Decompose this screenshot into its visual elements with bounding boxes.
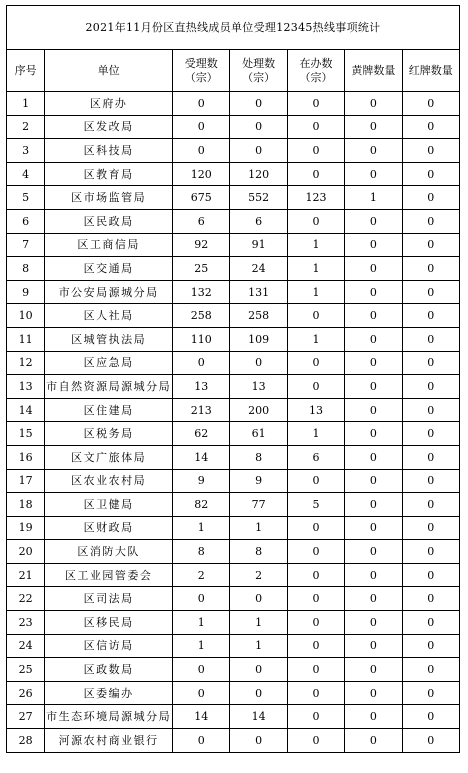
table-row: [7, 516, 460, 540]
cell-unit: 区应急局: [45, 351, 173, 375]
cell-unit: 区税务局: [45, 422, 173, 446]
cell-unit: 区信访局: [45, 634, 173, 658]
cell-accepted: 0: [173, 587, 230, 611]
cell-pending: 0: [287, 139, 344, 163]
cell-yellow: 0: [345, 162, 402, 186]
cell-no: 2: [7, 115, 45, 139]
cell-pending: 0: [287, 351, 344, 375]
cell-no: 9: [7, 280, 45, 304]
table-row: [7, 469, 460, 493]
table-row: [7, 681, 460, 705]
cell-pending: 0: [287, 469, 344, 493]
cell-pending: 0: [287, 634, 344, 658]
cell-accepted: 14: [173, 705, 230, 729]
cell-red: 0: [402, 540, 459, 564]
header-unit: 单位: [45, 50, 173, 92]
cell-no: 3: [7, 139, 45, 163]
cell-no: 27: [7, 705, 45, 729]
cell-unit: 区工业园管委会: [45, 563, 173, 587]
cell-red: 0: [402, 233, 459, 257]
table-row: [7, 540, 460, 564]
cell-pending: 0: [287, 705, 344, 729]
table-row: [7, 705, 460, 729]
cell-yellow: 0: [345, 398, 402, 422]
cell-pending: 1: [287, 327, 344, 351]
cell-yellow: 0: [345, 587, 402, 611]
cell-red: 0: [402, 375, 459, 399]
cell-no: 21: [7, 563, 45, 587]
cell-red: 0: [402, 563, 459, 587]
cell-pending: 0: [287, 92, 344, 116]
table-title: 2021年11月份区直热线成员单位受理12345热线事项统计: [7, 6, 460, 50]
cell-accepted: 14: [173, 445, 230, 469]
cell-processed: 9: [230, 469, 287, 493]
cell-no: 15: [7, 422, 45, 446]
cell-unit: 市生态环境局源城分局: [45, 705, 173, 729]
cell-yellow: 0: [345, 304, 402, 328]
cell-processed: 0: [230, 92, 287, 116]
table-row: [7, 92, 460, 116]
cell-processed: 552: [230, 186, 287, 210]
cell-red: 0: [402, 280, 459, 304]
cell-no: 6: [7, 209, 45, 233]
cell-accepted: 13: [173, 375, 230, 399]
cell-processed: 0: [230, 139, 287, 163]
cell-no: 12: [7, 351, 45, 375]
cell-accepted: 0: [173, 92, 230, 116]
cell-unit: 区住建局: [45, 398, 173, 422]
cell-unit: 区移民局: [45, 611, 173, 635]
header-no: 序号: [7, 50, 45, 92]
cell-red: 0: [402, 705, 459, 729]
cell-accepted: 1: [173, 516, 230, 540]
cell-no: 13: [7, 375, 45, 399]
cell-pending: 0: [287, 115, 344, 139]
cell-pending: 6: [287, 445, 344, 469]
cell-red: 0: [402, 115, 459, 139]
cell-no: 18: [7, 493, 45, 517]
cell-red: 0: [402, 186, 459, 210]
cell-yellow: 0: [345, 445, 402, 469]
cell-yellow: 0: [345, 516, 402, 540]
cell-accepted: 0: [173, 351, 230, 375]
cell-processed: 14: [230, 705, 287, 729]
cell-processed: 13: [230, 375, 287, 399]
cell-unit: 区发改局: [45, 115, 173, 139]
cell-red: 0: [402, 634, 459, 658]
table-row: [7, 563, 460, 587]
cell-pending: 1: [287, 422, 344, 446]
cell-red: 0: [402, 209, 459, 233]
cell-unit: 区府办: [45, 92, 173, 116]
cell-pending: 0: [287, 516, 344, 540]
cell-pending: 0: [287, 540, 344, 564]
cell-unit: 区城管执法局: [45, 327, 173, 351]
cell-red: 0: [402, 729, 459, 753]
cell-red: 0: [402, 398, 459, 422]
cell-accepted: 62: [173, 422, 230, 446]
cell-unit: 市公安局源城分局: [45, 280, 173, 304]
cell-yellow: 0: [345, 257, 402, 281]
cell-red: 0: [402, 445, 459, 469]
table-row: [7, 658, 460, 682]
cell-unit: 区政数局: [45, 658, 173, 682]
cell-unit: 区消防大队: [45, 540, 173, 564]
cell-accepted: 258: [173, 304, 230, 328]
table-row: [7, 327, 460, 351]
cell-unit: 区科技局: [45, 139, 173, 163]
cell-yellow: 0: [345, 115, 402, 139]
cell-accepted: 0: [173, 658, 230, 682]
cell-pending: 123: [287, 186, 344, 210]
header-yellow: 黄牌数量: [345, 50, 402, 92]
table-row: [7, 398, 460, 422]
table-row: [7, 139, 460, 163]
table-row: [7, 257, 460, 281]
cell-red: 0: [402, 139, 459, 163]
table-row: [7, 115, 460, 139]
cell-yellow: 0: [345, 540, 402, 564]
cell-yellow: 0: [345, 209, 402, 233]
cell-no: 24: [7, 634, 45, 658]
cell-no: 22: [7, 587, 45, 611]
cell-pending: 0: [287, 563, 344, 587]
cell-pending: 0: [287, 658, 344, 682]
table-row: [7, 375, 460, 399]
cell-pending: 1: [287, 280, 344, 304]
cell-processed: 0: [230, 658, 287, 682]
cell-unit: 区财政局: [45, 516, 173, 540]
cell-pending: 5: [287, 493, 344, 517]
cell-no: 4: [7, 162, 45, 186]
cell-yellow: 0: [345, 351, 402, 375]
header-processed: 处理数（宗）: [230, 50, 287, 92]
header-accepted: 受理数（宗）: [173, 50, 230, 92]
cell-pending: 0: [287, 681, 344, 705]
cell-processed: 61: [230, 422, 287, 446]
cell-yellow: 0: [345, 139, 402, 163]
cell-accepted: 2: [173, 563, 230, 587]
cell-red: 0: [402, 516, 459, 540]
table-row: [7, 634, 460, 658]
cell-red: 0: [402, 92, 459, 116]
header-pending: 在办数（宗）: [287, 50, 344, 92]
cell-red: 0: [402, 422, 459, 446]
cell-processed: 91: [230, 233, 287, 257]
cell-red: 0: [402, 327, 459, 351]
cell-unit: 区民政局: [45, 209, 173, 233]
header-red: 红牌数量: [402, 50, 459, 92]
cell-yellow: 0: [345, 705, 402, 729]
cell-no: 16: [7, 445, 45, 469]
cell-yellow: 1: [345, 186, 402, 210]
cell-pending: 0: [287, 209, 344, 233]
cell-accepted: 0: [173, 729, 230, 753]
cell-processed: 1: [230, 634, 287, 658]
cell-pending: 1: [287, 233, 344, 257]
cell-no: 11: [7, 327, 45, 351]
table-row: [7, 186, 460, 210]
cell-accepted: 120: [173, 162, 230, 186]
cell-red: 0: [402, 611, 459, 635]
cell-unit: 区人社局: [45, 304, 173, 328]
cell-unit: 区卫健局: [45, 493, 173, 517]
cell-processed: 0: [230, 729, 287, 753]
cell-unit: 区教育局: [45, 162, 173, 186]
cell-accepted: 0: [173, 115, 230, 139]
cell-accepted: 110: [173, 327, 230, 351]
cell-accepted: 213: [173, 398, 230, 422]
table-row: [7, 351, 460, 375]
cell-processed: 1: [230, 611, 287, 635]
cell-no: 5: [7, 186, 45, 210]
cell-no: 7: [7, 233, 45, 257]
cell-unit: 区文广旅体局: [45, 445, 173, 469]
table-row: [7, 493, 460, 517]
cell-accepted: 8: [173, 540, 230, 564]
cell-no: 26: [7, 681, 45, 705]
cell-processed: 8: [230, 445, 287, 469]
cell-yellow: 0: [345, 422, 402, 446]
cell-unit: 区农业农村局: [45, 469, 173, 493]
cell-yellow: 0: [345, 611, 402, 635]
table-row: [7, 611, 460, 635]
cell-no: 10: [7, 304, 45, 328]
cell-no: 17: [7, 469, 45, 493]
cell-processed: 200: [230, 398, 287, 422]
cell-red: 0: [402, 351, 459, 375]
cell-accepted: 0: [173, 681, 230, 705]
cell-unit: 区市场监管局: [45, 186, 173, 210]
cell-processed: 24: [230, 257, 287, 281]
cell-yellow: 0: [345, 563, 402, 587]
cell-no: 1: [7, 92, 45, 116]
cell-pending: 0: [287, 611, 344, 635]
cell-red: 0: [402, 162, 459, 186]
cell-accepted: 1: [173, 611, 230, 635]
cell-yellow: 0: [345, 729, 402, 753]
cell-accepted: 6: [173, 209, 230, 233]
cell-no: 20: [7, 540, 45, 564]
cell-red: 0: [402, 257, 459, 281]
cell-processed: 0: [230, 115, 287, 139]
cell-accepted: 92: [173, 233, 230, 257]
cell-unit: 区工商信局: [45, 233, 173, 257]
table-row: [7, 209, 460, 233]
cell-yellow: 0: [345, 469, 402, 493]
cell-processed: 0: [230, 681, 287, 705]
cell-yellow: 0: [345, 658, 402, 682]
cell-yellow: 0: [345, 375, 402, 399]
table-row: [7, 280, 460, 304]
cell-no: 8: [7, 257, 45, 281]
cell-no: 23: [7, 611, 45, 635]
cell-processed: 0: [230, 351, 287, 375]
cell-red: 0: [402, 469, 459, 493]
cell-accepted: 132: [173, 280, 230, 304]
cell-processed: 120: [230, 162, 287, 186]
cell-accepted: 675: [173, 186, 230, 210]
cell-pending: 0: [287, 729, 344, 753]
cell-yellow: 0: [345, 92, 402, 116]
cell-accepted: 25: [173, 257, 230, 281]
cell-processed: 258: [230, 304, 287, 328]
cell-yellow: 0: [345, 681, 402, 705]
cell-processed: 109: [230, 327, 287, 351]
cell-accepted: 1: [173, 634, 230, 658]
cell-pending: 0: [287, 304, 344, 328]
cell-yellow: 0: [345, 327, 402, 351]
cell-unit: 河源农村商业银行: [45, 729, 173, 753]
cell-processed: 8: [230, 540, 287, 564]
cell-processed: 2: [230, 563, 287, 587]
table-row: [7, 587, 460, 611]
cell-pending: 0: [287, 587, 344, 611]
cell-processed: 131: [230, 280, 287, 304]
cell-unit: 区委编办: [45, 681, 173, 705]
cell-pending: 1: [287, 257, 344, 281]
table-row: [7, 304, 460, 328]
cell-unit: 区司法局: [45, 587, 173, 611]
header-row: [7, 50, 460, 92]
cell-yellow: 0: [345, 493, 402, 517]
cell-accepted: 0: [173, 139, 230, 163]
cell-red: 0: [402, 587, 459, 611]
cell-yellow: 0: [345, 233, 402, 257]
table-row: [7, 422, 460, 446]
cell-processed: 0: [230, 587, 287, 611]
cell-unit: 区交通局: [45, 257, 173, 281]
cell-pending: 0: [287, 162, 344, 186]
cell-unit: 市自然资源局源城分局: [45, 375, 173, 399]
cell-yellow: 0: [345, 280, 402, 304]
table-row: [7, 233, 460, 257]
table-row: [7, 445, 460, 469]
cell-accepted: 82: [173, 493, 230, 517]
cell-no: 14: [7, 398, 45, 422]
cell-processed: 1: [230, 516, 287, 540]
table-row: [7, 162, 460, 186]
cell-red: 0: [402, 658, 459, 682]
cell-processed: 6: [230, 209, 287, 233]
cell-red: 0: [402, 681, 459, 705]
cell-red: 0: [402, 304, 459, 328]
cell-pending: 0: [287, 375, 344, 399]
cell-yellow: 0: [345, 634, 402, 658]
cell-processed: 77: [230, 493, 287, 517]
table-row: [7, 729, 460, 753]
cell-no: 19: [7, 516, 45, 540]
statistics-table: [6, 5, 460, 753]
cell-no: 28: [7, 729, 45, 753]
cell-accepted: 9: [173, 469, 230, 493]
cell-pending: 13: [287, 398, 344, 422]
cell-red: 0: [402, 493, 459, 517]
cell-no: 25: [7, 658, 45, 682]
